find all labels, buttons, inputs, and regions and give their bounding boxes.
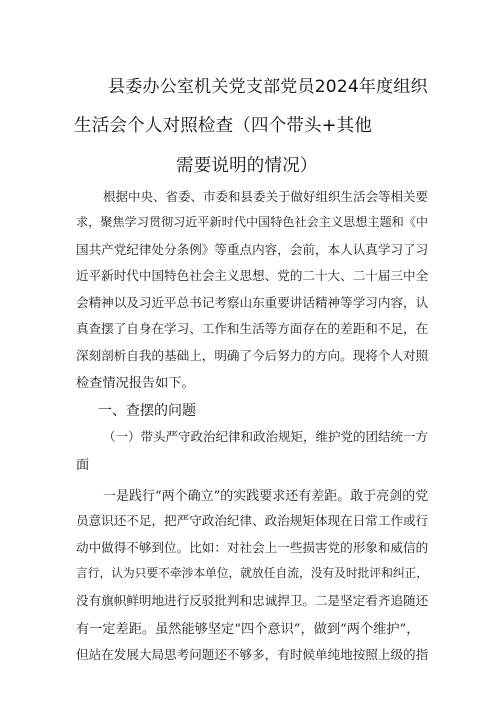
- title-line-1: 县委办公室机关党支部党员2024年度组织: [108, 77, 428, 97]
- para1-line-4: 言行，认为只要不牵涉本单位，就放任自流，没有及时批评和纠正，: [76, 566, 429, 580]
- title-line-2: 生活会个人对照检查（四个带头+其他: [74, 116, 373, 136]
- para1-line-6: 有一定差距。虽然能够坚定“四个意识”，做到“两个维护”，: [76, 622, 420, 637]
- subsection-line-1: （一）带头严守政治纪律和政治规矩，维护党的团结统一方: [103, 429, 429, 444]
- intro-line-1: 根据中央、省委、市委和县委关于做好组织生活会等相关要: [103, 189, 429, 204]
- intro-line-7: 深刻剖析自我的基础上，明确了今后努力的方向。现将个人对照: [76, 348, 429, 363]
- para1-line-3: 动中做得不够到位。比如：对社会上一些损害党的形象和威信的: [76, 540, 429, 555]
- section-heading: 一、查摆的问题: [98, 403, 196, 419]
- subsection-line-2: 面: [76, 458, 90, 473]
- para1-line-1: 一是践行“两个确立”的实践要求还有差距。敢于亮剑的党: [103, 489, 429, 504]
- para1-line-2: 员意识还不足，把严守政治纪律、政治规矩体现在日常工作或行: [76, 513, 429, 528]
- intro-line-3: 国共产党纪律处分条例》等重点内容，会前，本人认真学习了习: [76, 242, 429, 257]
- para1-line-7: 但站在发展大局思考问题还不够多，有时候单纯地按照上级的指: [76, 647, 429, 662]
- intro-line-2: 求，聚焦学习贯彻习近平新时代中国特色社会主义思想主题和《中: [76, 215, 429, 229]
- intro-line-8: 检查情况报告如下。: [76, 376, 195, 391]
- intro-line-5: 会精神以及习近平总书记考察山东重要讲话精神等学习内容，认: [76, 295, 429, 310]
- para1-line-5: 没有旗帜鲜明地进行反驳批判和忠诚捍卫。二是坚定看齐追随还: [76, 593, 429, 608]
- intro-line-4: 近平新时代中国特色社会主义思想、党的二十大、二十届三中全: [76, 268, 429, 283]
- intro-line-6: 真查摆了自身在学习、工作和生活等方面存在的差距和不足，在: [76, 321, 429, 336]
- title-line-3: 需要说明的情况）: [176, 156, 318, 176]
